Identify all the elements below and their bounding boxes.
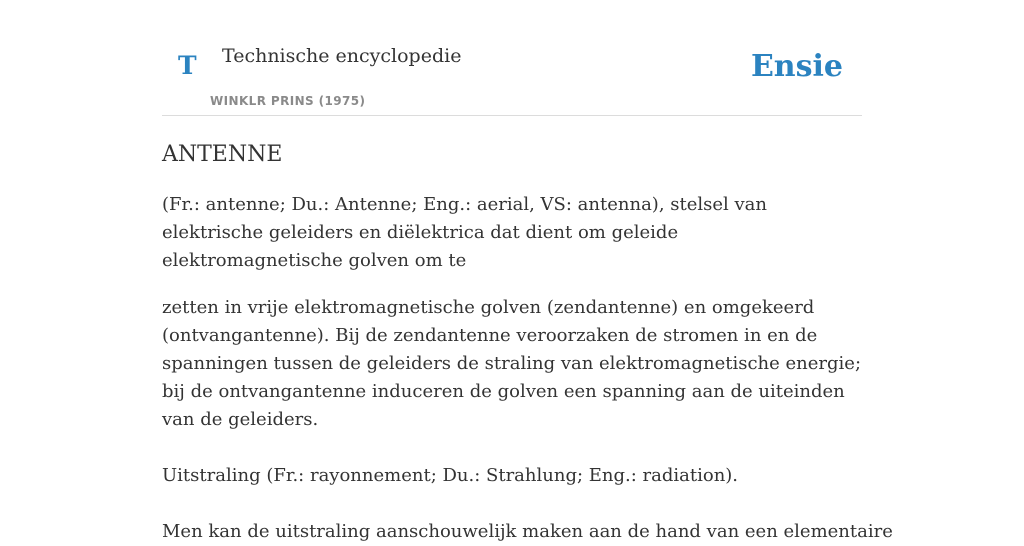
header [162,0,862,116]
article-paragraph: zetten in vrije elektromagnetische golven (zendantenne) en omgekeerd (ontvangantenne). Bij de zendantenne veroorzaken de stromen in en de spanningen tussen de geleiders de straling van elektromagnetische energie; bij de ontvangantenne induceren de golven een spanning aan de uiteinden van de geleiders. [162,297,862,430]
article-headword: ANTENNE [162,142,283,167]
book-title[interactable]: Technische encyclopedie [222,45,462,67]
source-logo[interactable]: T [178,51,197,80]
article-paragraph: (Fr.: antenne; Du.: Antenne; Eng.: aerial, VS: antenna), stelsel van elektrische geleiders en diëlektrica dat dient om geleide elektromagnetische golven om te [162,194,768,271]
article-paragraph: Men kan de uitstraling aanschouwelijk maken aan de hand van een elementaire [162,521,893,542]
article-content [162,139,893,546]
brand-logo[interactable]: Ensie [750,49,843,84]
article-paragraph: Uitstraling (Fr.: rayonnement; Du.: Strahlung; Eng.: radiation). [162,465,739,486]
publisher-label: WINKLR PRINS (1975) [210,94,366,108]
